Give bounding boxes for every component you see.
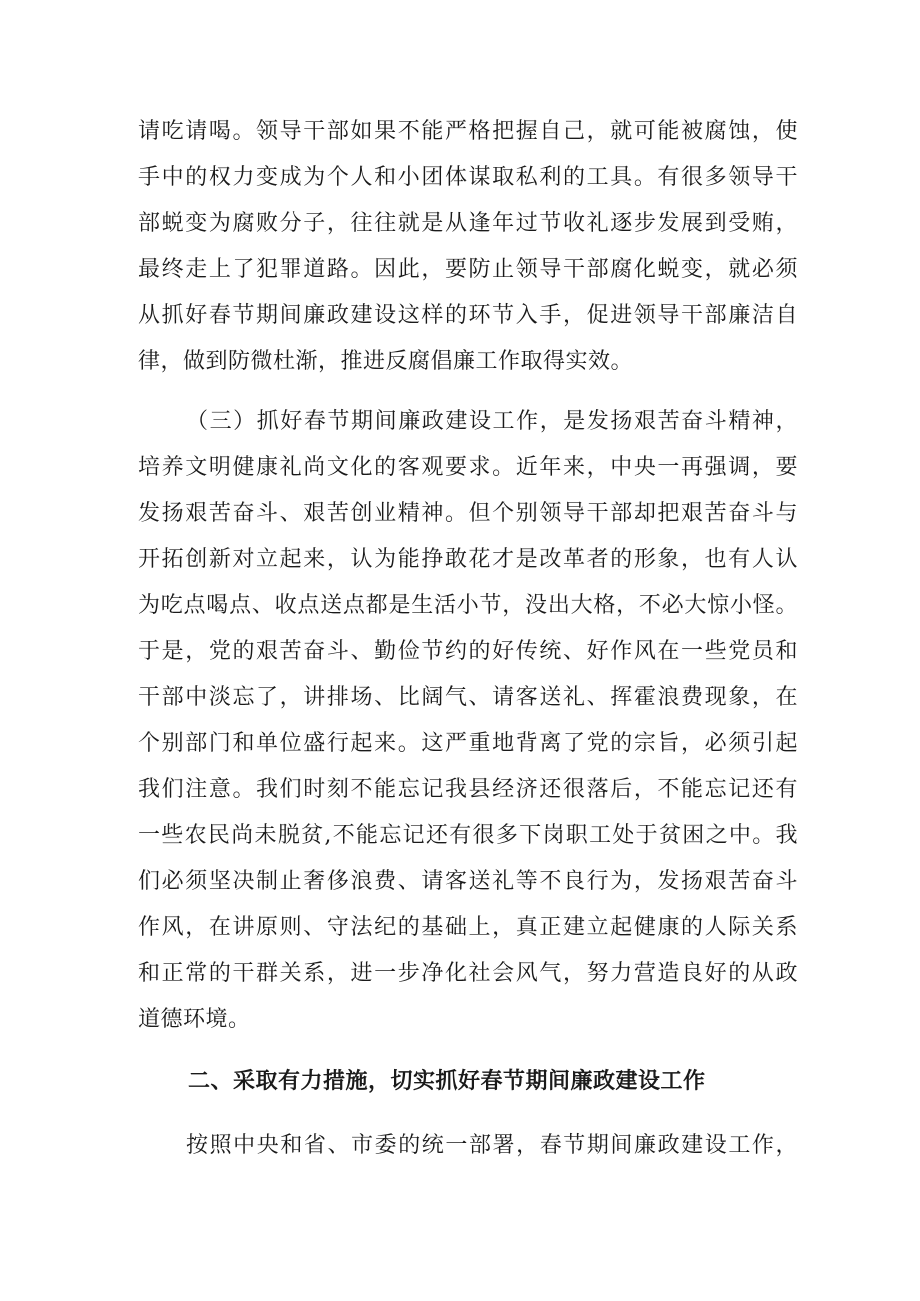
paragraph-line: 部蜕变为腐败分子，往往就是从逢年过节收礼逐步发展到受贿，	[138, 211, 798, 236]
paragraph-line: 作风，在讲原则、守法纪的基础上，真正建立起健康的人际关系	[138, 915, 798, 940]
paragraph-line: 和正常的干群关系，进一步净化社会风气，努力营造良好的从政	[138, 961, 798, 986]
section-heading: 二、采取有力措施，切实抓好春节期间廉政建设工作	[188, 1069, 706, 1094]
paragraph-line: 一些农民尚未脱贫,不能忘记还有很多下岗职工处于贫困之中。我	[138, 823, 798, 848]
paragraph-line: 从抓好春节期间廉政建设这样的环节入手，促进领导干部廉洁自	[138, 303, 798, 328]
paragraph-line: 律，做到防微杜渐，推进反腐倡廉工作取得实效。	[138, 349, 634, 374]
paragraph-line: 手中的权力变成为个人和小团体谋取私利的工具。有很多领导干	[138, 165, 798, 190]
paragraph-line: 干部中淡忘了，讲排场、比阔气、请客送礼、挥霍浪费现象，在	[138, 685, 798, 710]
paragraph-line: 道德环境。	[138, 1007, 251, 1032]
paragraph-line: 于是，党的艰苦奋斗、勤俭节约的好传统、好作风在一些党员和	[138, 639, 798, 664]
paragraph-line: 我们注意。我们时刻不能忘记我县经济还很落后，不能忘记还有	[138, 777, 798, 802]
paragraph-line: 发扬艰苦奋斗、艰苦创业精神。但个别领导干部却把艰苦奋斗与	[138, 501, 798, 526]
paragraph-line: 个别部门和单位盛行起来。这严重地背离了党的宗旨，必须引起	[138, 731, 798, 756]
paragraph-line: （三）抓好春节期间廉政建设工作，是发扬艰苦奋斗精神，	[186, 409, 798, 434]
paragraph-line: 最终走上了犯罪道路。因此，要防止领导干部腐化蜕变，就必须	[138, 257, 798, 282]
paragraph-line: 按照中央和省、市委的统一部署，春节期间廉政建设工作，	[186, 1133, 798, 1158]
paragraph-line: 为吃点喝点、收点送点都是生活小节，没出大格，不必大惊小怪。	[138, 593, 798, 618]
paragraph-line: 请吃请喝。领导干部如果不能严格把握自己，就可能被腐蚀，使	[138, 119, 798, 144]
paragraph-line: 们必须坚决制止奢侈浪费、请客送礼等不良行为，发扬艰苦奋斗	[138, 869, 798, 894]
paragraph-line: 培养文明健康礼尚文化的客观要求。近年来，中央一再强调，要	[138, 455, 798, 480]
paragraph-line: 开拓创新对立起来，认为能挣敢花才是改革者的形象，也有人认	[138, 547, 798, 572]
